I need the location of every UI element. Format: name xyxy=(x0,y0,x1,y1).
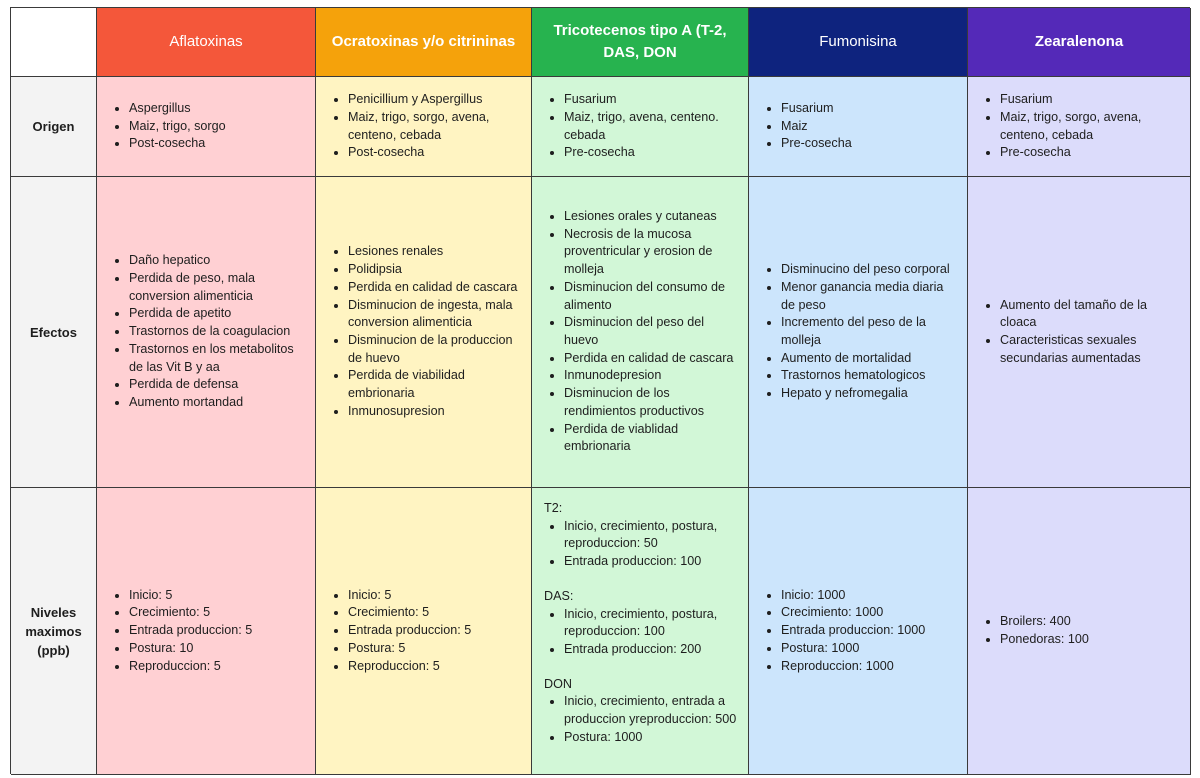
row-label-niveles: Niveles maximos (ppb) xyxy=(11,488,97,775)
header-ocratoxinas: Ocratoxinas y/o citrininas xyxy=(316,8,532,77)
corner-cell xyxy=(11,8,97,77)
list-item: • Perdida de defensa xyxy=(129,376,305,394)
list-item: • Disminucion de ingesta, mala conversion alimenticia xyxy=(348,297,521,332)
bullet-list xyxy=(328,91,521,162)
header-aflatoxinas: Aflatoxinas xyxy=(97,8,316,77)
don-label: DON xyxy=(544,676,572,691)
niveles-tricotecenos xyxy=(532,488,749,775)
list-item: • Aumento mortandad xyxy=(129,394,305,412)
list-item: • Fusarium xyxy=(1000,91,1180,109)
header-tricotecenos: Tricotecenos tipo A (T-2, DAS, DON xyxy=(532,8,749,77)
list-item: • Polidipsia xyxy=(348,261,521,279)
list-item: • Perdida de viabilidad embrionaria xyxy=(348,367,521,402)
efectos-fumonisina xyxy=(749,177,968,488)
row-label-efectos: Efectos xyxy=(11,177,97,488)
bullet-list xyxy=(544,693,738,746)
list-item: • Maiz, trigo, avena, centeno. cebada xyxy=(564,109,738,144)
list-item: • Reproduccion: 1000 xyxy=(781,658,957,676)
efectos-tricotecenos xyxy=(532,177,749,488)
list-item: • Caracteristicas sexuales secundarias aumentadas xyxy=(1000,332,1180,367)
bullet-list xyxy=(328,587,521,676)
origen-tricotecenos xyxy=(532,77,749,177)
das-group xyxy=(544,588,738,659)
header-zearalenona: Zearalenona xyxy=(968,8,1191,77)
list-item: • Postura: 10 xyxy=(129,640,305,658)
bullet-list xyxy=(761,261,957,403)
list-item: • Post-cosecha xyxy=(348,144,521,162)
don-group xyxy=(544,676,738,747)
t2-label: T2: xyxy=(544,501,563,515)
niveles-zearalenona xyxy=(968,488,1191,775)
t2-group xyxy=(544,500,738,571)
niveles-ocratoxinas xyxy=(316,488,532,775)
list-item: • Pre-cosecha xyxy=(1000,144,1180,162)
list-item: • Crecimiento: 5 xyxy=(129,604,305,622)
list-item: • Trastornos en los metabolitos de las Vit B y aa xyxy=(129,341,305,376)
efectos-zearalenona xyxy=(968,177,1191,488)
mycotoxin-table xyxy=(10,7,1190,774)
bullet-list xyxy=(980,613,1180,648)
list-item: • Inmunosupresion xyxy=(348,403,521,421)
list-item: • Disminucion de los rendimientos productivos xyxy=(564,385,738,420)
bullet-list xyxy=(109,252,305,411)
list-item: • Menor ganancia media diaria de peso xyxy=(781,279,957,314)
list-item: • Inicio: 5 xyxy=(129,587,305,605)
list-item: • Entrada produccion: 5 xyxy=(129,622,305,640)
bullet-list xyxy=(761,587,957,676)
list-item: • Maiz, trigo, sorgo, avena, centeno, cebada xyxy=(1000,109,1180,144)
list-item: • Penicillium y Aspergillus xyxy=(348,91,521,109)
origen-zearalenona xyxy=(968,77,1191,177)
list-item: • Inicio: 1000 xyxy=(781,587,957,605)
list-item: • Post-cosecha xyxy=(129,135,305,153)
list-item: • Postura: 1000 xyxy=(781,640,957,658)
list-item: • Trastornos de la coagulacion xyxy=(129,323,305,341)
list-item: • Perdida de apetito xyxy=(129,305,305,323)
list-item: • Necrosis de la mucosa proventricular y erosion de molleja xyxy=(564,226,738,279)
list-item: • Lesiones orales y cutaneas xyxy=(564,208,738,226)
bullet-list xyxy=(980,91,1180,162)
niveles-aflatoxinas xyxy=(97,488,316,775)
efectos-ocratoxinas xyxy=(316,177,532,488)
bullet-list xyxy=(544,208,738,456)
list-item: • Perdida en calidad de cascara xyxy=(564,350,738,368)
list-item: • Perdida en calidad de cascara xyxy=(348,279,521,297)
list-item: • Maiz, trigo, sorgo xyxy=(129,118,305,136)
list-item: • Inicio: 5 xyxy=(348,587,521,605)
list-item: • Trastornos hematologicos xyxy=(781,367,957,385)
das-label: DAS: xyxy=(544,588,574,603)
list-item: • Inicio, crecimiento, postura, reproduccion: 50 xyxy=(564,518,738,553)
niveles-fumonisina xyxy=(749,488,968,775)
list-item: • Entrada produccion: 200 xyxy=(564,641,738,659)
list-item: • Aumento del tamaño de la cloaca xyxy=(1000,297,1180,332)
list-item: • Entrada produccion: 100 xyxy=(564,553,738,571)
list-item: • Aumento de mortalidad xyxy=(781,350,957,368)
list-item: • Reproduccion: 5 xyxy=(129,658,305,676)
bullet-list xyxy=(761,100,957,153)
row-label-origen: Origen xyxy=(11,77,97,177)
list-item: • Perdida de peso, mala conversion alimenticia xyxy=(129,270,305,305)
list-item: • Crecimiento: 1000 xyxy=(781,604,957,622)
list-item: • Fusarium xyxy=(781,100,957,118)
list-item: • Maiz xyxy=(781,118,957,136)
list-item: • Entrada produccion: 1000 xyxy=(781,622,957,640)
list-item: • Disminucino del peso corporal xyxy=(781,261,957,279)
list-item: • Postura: 5 xyxy=(348,640,521,658)
list-item: • Broilers: 400 xyxy=(1000,613,1180,631)
origen-ocratoxinas xyxy=(316,77,532,177)
list-item: • Disminucion del consumo de alimento xyxy=(564,279,738,314)
list-item: • Disminucion del peso del huevo xyxy=(564,314,738,349)
list-item: • Aspergillus xyxy=(129,100,305,118)
bullet-list xyxy=(328,243,521,420)
list-item: • Incremento del peso de la molleja xyxy=(781,314,957,349)
efectos-aflatoxinas xyxy=(97,177,316,488)
list-item: • Disminucion de la produccion de huevo xyxy=(348,332,521,367)
list-item: • Ponedoras: 100 xyxy=(1000,631,1180,649)
list-item: • Entrada produccion: 5 xyxy=(348,622,521,640)
list-item: • Pre-cosecha xyxy=(564,144,738,162)
list-item: • Fusarium xyxy=(564,91,738,109)
list-item: • Lesiones renales xyxy=(348,243,521,261)
list-item: • Perdida de viablidad embrionaria xyxy=(564,421,738,456)
list-item: • Daño hepatico xyxy=(129,252,305,270)
bullet-list xyxy=(109,587,305,676)
list-item: • Crecimiento: 5 xyxy=(348,604,521,622)
bullet-list xyxy=(544,518,738,571)
list-item: • Inicio, crecimiento, postura, reproduccion: 100 xyxy=(564,606,738,641)
list-item: • Maiz, trigo, sorgo, avena, centeno, cebada xyxy=(348,109,521,144)
list-item: • Inmunodepresion xyxy=(564,367,738,385)
origen-fumonisina xyxy=(749,77,968,177)
origen-aflatoxinas xyxy=(97,77,316,177)
list-item: • Inicio, crecimiento, entrada a produccion yreproduccion: 500 xyxy=(564,693,738,728)
header-fumonisina: Fumonisina xyxy=(749,8,968,77)
bullet-list xyxy=(109,100,305,153)
bullet-list xyxy=(544,91,738,162)
list-item: • Reproduccion: 5 xyxy=(348,658,521,676)
list-item: • Postura: 1000 xyxy=(564,729,738,747)
bullet-list xyxy=(980,297,1180,368)
bullet-list xyxy=(544,606,738,659)
list-item: • Pre-cosecha xyxy=(781,135,957,153)
list-item: • Hepato y nefromegalia xyxy=(781,385,957,403)
